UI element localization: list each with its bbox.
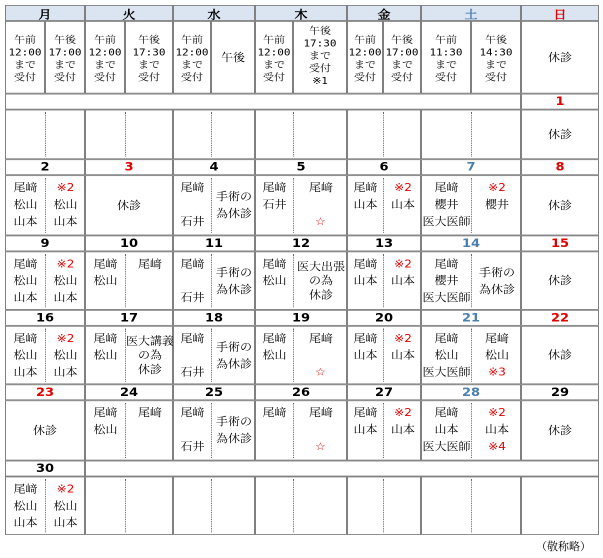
star-mark: ☆ xyxy=(315,215,326,228)
date-26: 26 xyxy=(255,384,347,400)
date-20: 20 xyxy=(347,310,421,326)
week5-thu xyxy=(255,477,347,535)
week5-mon: 尾﨑 松山 山本 ※2 松山 山本 xyxy=(5,477,85,535)
date-10: 10 xyxy=(85,235,173,251)
date-7: 7 xyxy=(421,159,521,175)
week3-tue: 尾﨑 松山 医大講義 の為 休診 xyxy=(85,326,173,384)
week5-blank-date-row xyxy=(85,461,599,477)
hours-sat-pm: 午後 14:30 まで 受付 xyxy=(471,21,521,94)
date-18: 18 xyxy=(173,310,255,326)
date-19: 19 xyxy=(255,310,347,326)
hours-wed-pm: 午後 xyxy=(211,21,255,94)
date-28: 28 xyxy=(421,384,521,400)
hours-thu-pm: 午後 17:30 まで 受付 ※1 xyxy=(293,21,347,94)
date-11: 11 xyxy=(173,235,255,251)
weekday-fri: 金 xyxy=(347,5,421,21)
week2-sat: 尾﨑 櫻井 医大医師 手術の 為休診 xyxy=(421,251,521,309)
week0-wed xyxy=(173,110,255,160)
week4-mon: 休診 xyxy=(5,400,85,460)
weekday-mon: 月 xyxy=(5,5,85,21)
week4-fri: 尾﨑 山本 ※2 山本 xyxy=(347,400,421,460)
week2-tue: 尾﨑 松山 尾﨑 xyxy=(85,251,173,309)
week0-fri xyxy=(347,110,421,160)
date-27: 27 xyxy=(347,384,421,400)
week5-sun xyxy=(521,477,599,535)
week3-mon: 尾﨑 松山 山本 ※2 松山 山本 xyxy=(5,326,85,384)
week0-sat xyxy=(421,110,521,160)
week5-wed xyxy=(173,477,255,535)
week1-sun: 休診 xyxy=(521,175,599,235)
hours-tue-am: 午前 12:00 まで 受付 xyxy=(85,21,125,94)
week0-mon xyxy=(5,110,85,160)
date-22: 22 xyxy=(521,310,599,326)
weekday-sun: 日 xyxy=(521,5,599,21)
hours-mon-pm: 午後 17:00 まで 受付 xyxy=(45,21,85,94)
date-14: 14 xyxy=(421,235,521,251)
week5-fri xyxy=(347,477,421,535)
date-2: 2 xyxy=(5,159,85,175)
hours-fri-am: 午前 12:00 まで 受付 xyxy=(347,21,383,94)
star-mark: ☆ xyxy=(315,440,326,453)
date-8: 8 xyxy=(521,159,599,175)
clinic-schedule-calendar xyxy=(5,5,599,535)
weekday-sat: 土 xyxy=(421,5,521,21)
date-17: 17 xyxy=(85,310,173,326)
week0-sun: 休診 xyxy=(521,110,599,160)
week2-wed: 尾﨑 石井 手術の 為休診 xyxy=(173,251,255,309)
week1-thu: 尾﨑 石井 尾﨑 ☆ xyxy=(255,175,347,235)
weekday-wed: 水 xyxy=(173,5,255,21)
week2-thu: 尾﨑 松山 医大出張 の為 休診 xyxy=(255,251,347,309)
hours-thu-am: 午前 12:00 まで 受付 xyxy=(255,21,293,94)
date-15: 15 xyxy=(521,235,599,251)
footnote-honorifics-omitted: （敬称略） xyxy=(536,540,591,553)
star-mark: ☆ xyxy=(315,365,326,379)
week4-sun: 休診 xyxy=(521,400,599,460)
week2-sun: 休診 xyxy=(521,251,599,309)
week2-fri: 尾﨑 山本 ※2 山本 xyxy=(347,251,421,309)
hours-wed-am: 午前 12:00 まで 受付 xyxy=(173,21,211,94)
week2-mon: 尾﨑 松山 山本 ※2 松山 山本 xyxy=(5,251,85,309)
week3-thu: 尾﨑 松山 尾﨑 ☆ xyxy=(255,326,347,384)
hours-fri-pm: 午後 17:00 まで 受付 xyxy=(383,21,421,94)
week1-wed: 尾﨑 石井 手術の 為休診 xyxy=(173,175,255,235)
week3-sat: 尾﨑 松山 医大医師 尾﨑 松山 ※3 xyxy=(421,326,521,384)
week1-sat: 尾﨑 櫻井 医大医師 ※2 櫻井 xyxy=(421,175,521,235)
week3-wed: 尾﨑 石井 手術の 為休診 xyxy=(173,326,255,384)
date-30: 30 xyxy=(5,461,85,477)
week3-sun: 休診 xyxy=(521,326,599,384)
week1-mon: 尾﨑 松山 山本 ※2 松山 山本 xyxy=(5,175,85,235)
hours-tue-pm: 午後 17:30 まで 受付 xyxy=(125,21,173,94)
date-5: 5 xyxy=(255,159,347,175)
date-13: 13 xyxy=(347,235,421,251)
week4-sat: 尾﨑 山本 医大医師 ※2 山本 ※4 xyxy=(421,400,521,460)
date-6: 6 xyxy=(347,159,421,175)
week0-blank-date-row xyxy=(5,94,521,110)
date-3: 3 xyxy=(85,159,173,175)
week4-thu: 尾﨑 尾﨑 ☆ xyxy=(255,400,347,460)
week3-fri: 尾﨑 山本 ※2 山本 xyxy=(347,326,421,384)
week4-tue: 尾﨑 松山 尾﨑 xyxy=(85,400,173,460)
date-24: 24 xyxy=(85,384,173,400)
week1-fri: 尾﨑 山本 ※2 山本 xyxy=(347,175,421,235)
hours-sat-am: 午前 11:30 まで 受付 xyxy=(421,21,471,94)
weekday-thu: 木 xyxy=(255,5,347,21)
week5-sat xyxy=(421,477,521,535)
hours-mon-am: 午前 12:00 まで 受付 xyxy=(5,21,45,94)
weekday-tue: 火 xyxy=(85,5,173,21)
week0-tue xyxy=(85,110,173,160)
hours-sun: 休診 xyxy=(521,21,599,94)
date-4: 4 xyxy=(173,159,255,175)
week5-tue xyxy=(85,477,173,535)
week1-tue: 休診 xyxy=(85,175,173,235)
week0-thu xyxy=(255,110,347,160)
date-23: 23 xyxy=(5,384,85,400)
date-16: 16 xyxy=(5,310,85,326)
week4-wed: 尾﨑 石井 手術の 為休診 xyxy=(173,400,255,460)
date-25: 25 xyxy=(173,384,255,400)
date-1: 1 xyxy=(521,94,599,110)
date-21: 21 xyxy=(421,310,521,326)
date-9: 9 xyxy=(5,235,85,251)
date-12: 12 xyxy=(255,235,347,251)
date-29: 29 xyxy=(521,384,599,400)
